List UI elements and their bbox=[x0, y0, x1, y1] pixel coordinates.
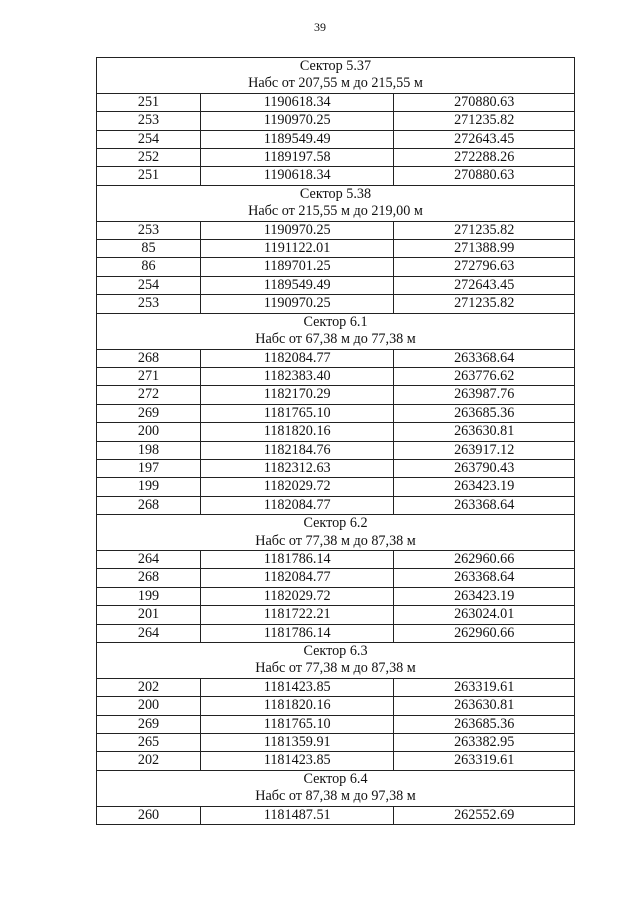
point-number-cell: 199 bbox=[97, 587, 201, 605]
x-coordinate-cell: 1181359.91 bbox=[200, 734, 393, 752]
y-coordinate-cell: 270880.63 bbox=[394, 93, 575, 111]
y-coordinate-cell: 271235.82 bbox=[394, 295, 575, 313]
y-coordinate-cell: 262960.66 bbox=[394, 550, 575, 568]
sector-title: Сектор 6.2 bbox=[303, 515, 368, 532]
point-number-cell: 264 bbox=[97, 624, 201, 642]
sector-header bbox=[97, 58, 575, 94]
point-number-cell: 269 bbox=[97, 715, 201, 733]
point-number-cell: 202 bbox=[97, 678, 201, 696]
point-number-cell: 269 bbox=[97, 404, 201, 422]
sector-height-range: Набс от 77,38 м до 87,38 м bbox=[255, 660, 416, 677]
point-number-cell: 271 bbox=[97, 367, 201, 385]
x-coordinate-cell: 1181487.51 bbox=[200, 806, 393, 824]
table-row bbox=[97, 441, 575, 459]
sector-header-row bbox=[97, 313, 575, 349]
point-number-cell: 251 bbox=[97, 167, 201, 185]
sector-header-row bbox=[97, 185, 575, 221]
y-coordinate-cell: 272643.45 bbox=[394, 130, 575, 148]
point-number-cell: 202 bbox=[97, 752, 201, 770]
sector-title: Сектор 6.3 bbox=[303, 643, 368, 659]
point-number-cell: 260 bbox=[97, 806, 201, 824]
table-row bbox=[97, 295, 575, 313]
point-number-cell: 265 bbox=[97, 734, 201, 752]
x-coordinate-cell: 1182084.77 bbox=[200, 569, 393, 587]
y-coordinate-cell: 271235.82 bbox=[394, 112, 575, 130]
y-coordinate-cell: 262552.69 bbox=[394, 806, 575, 824]
point-number-cell: 253 bbox=[97, 112, 201, 130]
y-coordinate-cell: 263917.12 bbox=[394, 441, 575, 459]
y-coordinate-cell: 263685.36 bbox=[394, 715, 575, 733]
x-coordinate-cell: 1181765.10 bbox=[200, 404, 393, 422]
point-number-cell: 200 bbox=[97, 423, 201, 441]
table-row bbox=[97, 221, 575, 239]
table-row bbox=[97, 423, 575, 441]
sector-header-row bbox=[97, 515, 575, 551]
y-coordinate-cell: 263368.64 bbox=[394, 569, 575, 587]
x-coordinate-cell: 1190618.34 bbox=[200, 167, 393, 185]
table-row bbox=[97, 112, 575, 130]
table-row bbox=[97, 349, 575, 367]
y-coordinate-cell: 263024.01 bbox=[394, 606, 575, 624]
table-row bbox=[97, 240, 575, 258]
point-number-cell: 199 bbox=[97, 478, 201, 496]
point-number-cell: 251 bbox=[97, 93, 201, 111]
x-coordinate-cell: 1182084.77 bbox=[200, 349, 393, 367]
point-number-cell: 252 bbox=[97, 149, 201, 167]
page-number: 39 bbox=[314, 20, 326, 34]
y-coordinate-cell: 263368.64 bbox=[394, 349, 575, 367]
x-coordinate-cell: 1181786.14 bbox=[200, 624, 393, 642]
y-coordinate-cell: 263319.61 bbox=[394, 752, 575, 770]
y-coordinate-cell: 263319.61 bbox=[394, 678, 575, 696]
sector-height-range: Набс от 207,55 м до 215,55 м bbox=[248, 75, 423, 92]
x-coordinate-cell: 1181820.16 bbox=[200, 423, 393, 441]
table-row bbox=[97, 130, 575, 148]
y-coordinate-cell: 263423.19 bbox=[394, 478, 575, 496]
sector-header-row bbox=[97, 770, 575, 806]
y-coordinate-cell: 272288.26 bbox=[394, 149, 575, 167]
table-row bbox=[97, 734, 575, 752]
y-coordinate-cell: 263776.62 bbox=[394, 367, 575, 385]
y-coordinate-cell: 272796.63 bbox=[394, 258, 575, 276]
table-row bbox=[97, 93, 575, 111]
point-number-cell: 272 bbox=[97, 386, 201, 404]
table-row bbox=[97, 587, 575, 605]
sector-header bbox=[97, 770, 575, 806]
point-number-cell: 200 bbox=[97, 697, 201, 715]
x-coordinate-cell: 1189701.25 bbox=[200, 258, 393, 276]
sector-height-range: Набс от 67,38 м до 77,38 м bbox=[255, 331, 416, 348]
y-coordinate-cell: 263790.43 bbox=[394, 459, 575, 477]
x-coordinate-cell: 1190970.25 bbox=[200, 295, 393, 313]
table-row bbox=[97, 697, 575, 715]
point-number-cell: 254 bbox=[97, 130, 201, 148]
y-coordinate-cell: 263987.76 bbox=[394, 386, 575, 404]
table-row bbox=[97, 678, 575, 696]
coordinates-table-body bbox=[97, 58, 575, 825]
y-coordinate-cell: 270880.63 bbox=[394, 167, 575, 185]
point-number-cell: 253 bbox=[97, 295, 201, 313]
sector-title: Сектор 6.1 bbox=[303, 313, 368, 330]
coordinates-table bbox=[96, 57, 575, 825]
table-row bbox=[97, 624, 575, 642]
table-row bbox=[97, 806, 575, 824]
x-coordinate-cell: 1190970.25 bbox=[200, 221, 393, 239]
x-coordinate-cell: 1182170.29 bbox=[200, 386, 393, 404]
x-coordinate-cell: 1182029.72 bbox=[200, 478, 393, 496]
point-number-cell: 198 bbox=[97, 441, 201, 459]
table-row bbox=[97, 167, 575, 185]
table-row bbox=[97, 715, 575, 733]
table-row bbox=[97, 386, 575, 404]
x-coordinate-cell: 1182084.77 bbox=[200, 496, 393, 514]
x-coordinate-cell: 1182383.40 bbox=[200, 367, 393, 385]
table-row bbox=[97, 569, 575, 587]
y-coordinate-cell: 263630.81 bbox=[394, 697, 575, 715]
point-number-cell: 254 bbox=[97, 276, 201, 294]
table-row bbox=[97, 404, 575, 422]
y-coordinate-cell: 271388.99 bbox=[394, 240, 575, 258]
point-number-cell: 268 bbox=[97, 569, 201, 587]
point-number-cell: 268 bbox=[97, 349, 201, 367]
table-row bbox=[97, 459, 575, 477]
x-coordinate-cell: 1191122.01 bbox=[200, 240, 393, 258]
table-row bbox=[97, 276, 575, 294]
x-coordinate-cell: 1181722.21 bbox=[200, 606, 393, 624]
sector-header-row bbox=[97, 643, 575, 679]
table-row bbox=[97, 149, 575, 167]
table-row bbox=[97, 550, 575, 568]
sector-header bbox=[97, 313, 575, 349]
sector-title: Сектор 6.4 bbox=[303, 770, 368, 787]
sector-height-range: Набс от 77,38 м до 87,38 м bbox=[255, 532, 416, 549]
x-coordinate-cell: 1190970.25 bbox=[200, 112, 393, 130]
y-coordinate-cell: 263685.36 bbox=[394, 404, 575, 422]
x-coordinate-cell: 1182184.76 bbox=[200, 441, 393, 459]
x-coordinate-cell: 1182312.63 bbox=[200, 459, 393, 477]
sector-header-row bbox=[97, 58, 575, 94]
point-number-cell: 86 bbox=[97, 258, 201, 276]
sector-title: Сектор 5.38 bbox=[299, 185, 372, 202]
table-row bbox=[97, 258, 575, 276]
y-coordinate-cell: 271235.82 bbox=[394, 221, 575, 239]
table-row bbox=[97, 496, 575, 514]
table-row bbox=[97, 367, 575, 385]
point-number-cell: 197 bbox=[97, 459, 201, 477]
y-coordinate-cell: 263630.81 bbox=[394, 423, 575, 441]
sector-header bbox=[97, 515, 575, 551]
point-number-cell: 264 bbox=[97, 550, 201, 568]
y-coordinate-cell: 263368.64 bbox=[394, 496, 575, 514]
x-coordinate-cell: 1181820.16 bbox=[200, 697, 393, 715]
y-coordinate-cell: 263423.19 bbox=[394, 587, 575, 605]
table-row bbox=[97, 606, 575, 624]
x-coordinate-cell: 1182029.72 bbox=[200, 587, 393, 605]
table-row bbox=[97, 752, 575, 770]
x-coordinate-cell: 1181786.14 bbox=[200, 550, 393, 568]
sector-height-range: Набс от 87,38 м до 97,38 м bbox=[255, 788, 416, 805]
x-coordinate-cell: 1181765.10 bbox=[200, 715, 393, 733]
y-coordinate-cell: 262960.66 bbox=[394, 624, 575, 642]
sector-header bbox=[97, 643, 575, 679]
sector-title: Сектор 5.37 bbox=[299, 58, 372, 74]
x-coordinate-cell: 1189197.58 bbox=[200, 149, 393, 167]
x-coordinate-cell: 1181423.85 bbox=[200, 678, 393, 696]
sector-header bbox=[97, 185, 575, 221]
x-coordinate-cell: 1189549.49 bbox=[200, 276, 393, 294]
x-coordinate-cell: 1181423.85 bbox=[200, 752, 393, 770]
x-coordinate-cell: 1189549.49 bbox=[200, 130, 393, 148]
point-number-cell: 268 bbox=[97, 496, 201, 514]
x-coordinate-cell: 1190618.34 bbox=[200, 93, 393, 111]
y-coordinate-cell: 272643.45 bbox=[394, 276, 575, 294]
y-coordinate-cell: 263382.95 bbox=[394, 734, 575, 752]
table-row bbox=[97, 478, 575, 496]
point-number-cell: 85 bbox=[97, 240, 201, 258]
point-number-cell: 253 bbox=[97, 221, 201, 239]
sector-height-range: Набс от 215,55 м до 219,00 м bbox=[248, 203, 423, 220]
point-number-cell: 201 bbox=[97, 606, 201, 624]
